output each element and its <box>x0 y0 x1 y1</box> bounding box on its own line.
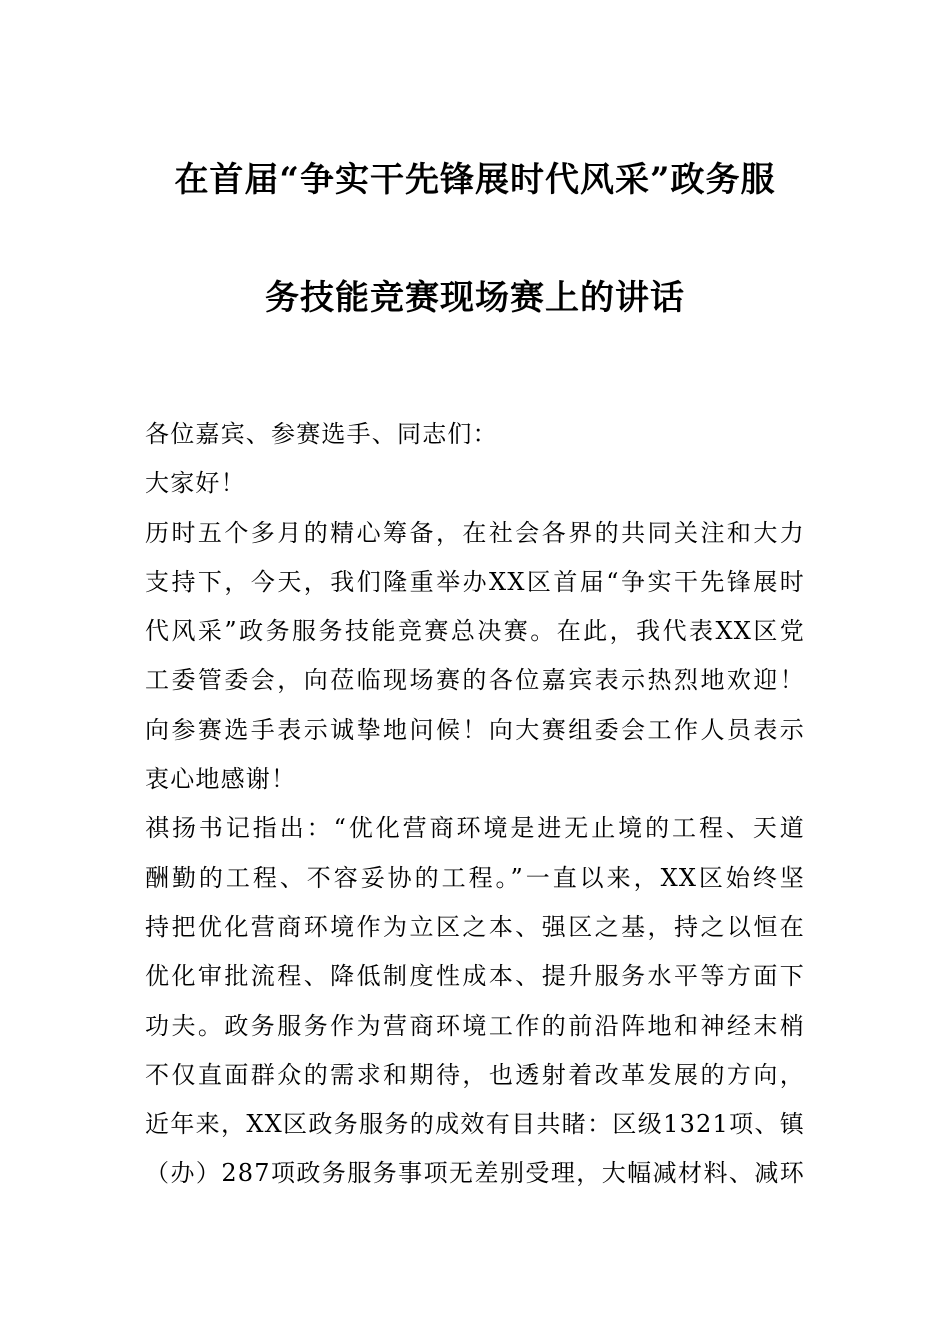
paragraph-2-line: 酬勤的工程、不容妥协的工程。”一直以来，XX区始终坚 <box>145 863 805 892</box>
paragraph-2-line: 祺扬书记指出：“优化营商环境是进无止境的工程、天道 <box>145 814 805 843</box>
paragraph-1 <box>145 509 805 805</box>
paragraph-1-line: 支持下，今天，我们隆重举办XX区首届“争实干先锋展时 <box>145 567 805 596</box>
paragraph-1-line: 代风采”政务服务技能竞赛总决赛。在此，我代表XX区党 <box>145 617 805 646</box>
paragraph-1-line: 向参赛选手表示诚挚地问候！向大赛组委会工作人员表示 <box>145 715 805 744</box>
paragraph-1-line: 工委管委会，向莅临现场赛的各位嘉宾表示热烈地欢迎！ <box>145 666 805 695</box>
paragraph-1-line: 历时五个多月的精心筹备，在社会各界的共同关注和大力 <box>145 518 805 547</box>
paragraph-2-line: 近年来，XX区政务服务的成效有目共睹：区级1321项、镇 <box>145 1110 805 1139</box>
document-title-line-2: 务技能竞赛现场赛上的讲话 <box>265 278 685 318</box>
document-body <box>145 410 805 1199</box>
paragraph-2-line: 功夫。政务服务作为营商环境工作的前沿阵地和神经末梢 <box>145 1011 805 1040</box>
salutation: 各位嘉宾、参赛选手、同志们： <box>145 420 498 448</box>
paragraph-2-line: 不仅直面群众的需求和期待，也透射着改革发展的方向， <box>145 1060 805 1089</box>
paragraph-2-line: 持把优化营商环境作为立区之本、强区之基，持之以恒在 <box>145 912 805 941</box>
document-title-line-1: 在首届“争实干先锋展时代风采”政务服 <box>174 160 776 200</box>
greeting: 大家好！ <box>145 469 246 498</box>
greeting-paragraph <box>145 459 805 508</box>
paragraph-2-line: （办）287项政务服务事项无差别受理，大幅减材料、减环 <box>145 1159 805 1188</box>
paragraph-2 <box>145 804 805 1198</box>
paragraph-1-line: 衷心地感谢！ <box>145 765 297 794</box>
paragraph-2-line: 优化审批流程、降低制度性成本、提升服务水平等方面下 <box>145 962 805 991</box>
salutation-paragraph <box>145 410 805 459</box>
